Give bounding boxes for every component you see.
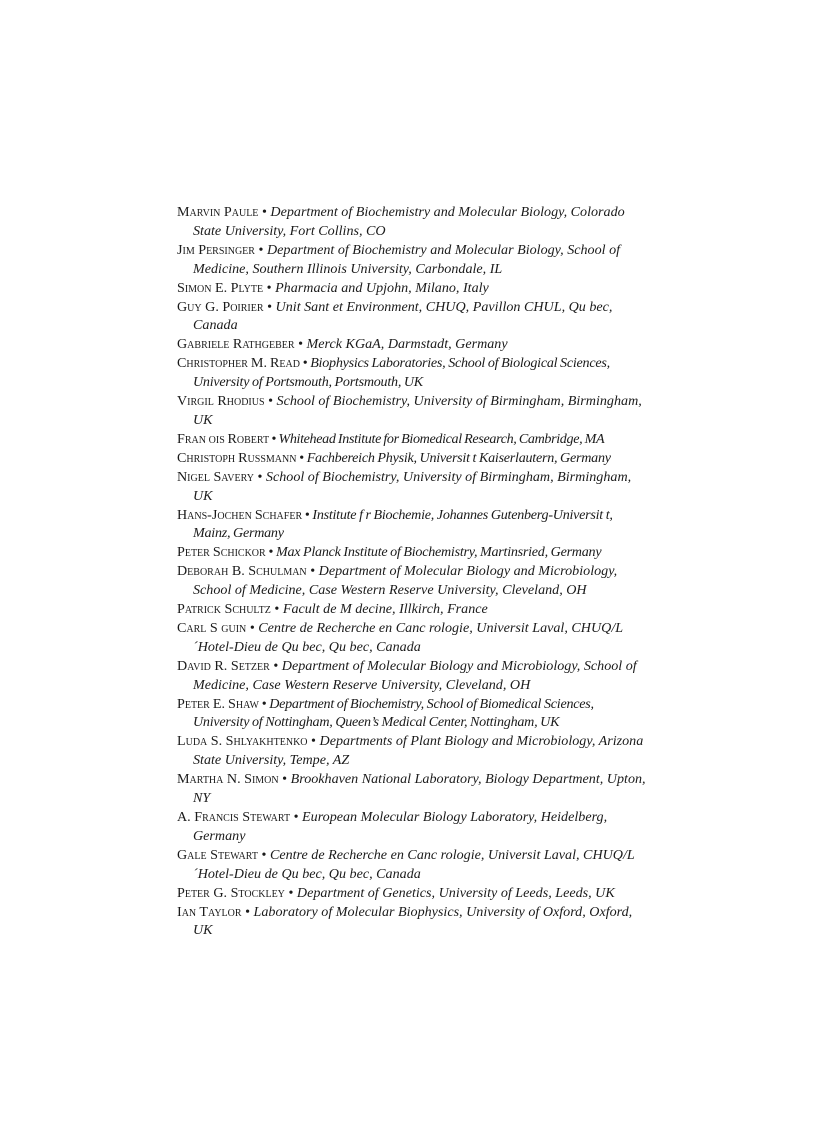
bullet-separator: • bbox=[311, 733, 316, 750]
contributor-affiliation: Department of Molecular Biology and Microbiology, School of Medicine, Case Western Reserve University, Cleveland, OH bbox=[193, 563, 618, 599]
bullet-separator: • bbox=[268, 544, 274, 561]
contributor-name: Deborah B. Schulman bbox=[177, 563, 307, 580]
bullet-separator: • bbox=[310, 563, 316, 580]
contributor-affiliation: Department of Molecular Biology and Microbiology, School of Medicine, Case Western Reserve University, Cleveland, OH bbox=[193, 657, 637, 693]
bullet-separator: • bbox=[273, 657, 279, 674]
contributor-entry bbox=[177, 562, 647, 600]
contributor-entry bbox=[177, 241, 647, 279]
contributor-affiliation: Department of Biochemistry, School of Biomedical Sciences, University of Nottingham, Queen’s Medical Center, Nottingham, UK bbox=[193, 695, 594, 731]
bullet-separator: • bbox=[245, 903, 251, 920]
contributor-name: Martha N. Simon bbox=[177, 771, 279, 788]
contributor-name: Luda S. Shlyakhtenko bbox=[177, 733, 308, 750]
bullet-separator: • bbox=[302, 355, 308, 372]
contributor-entry bbox=[177, 468, 647, 506]
contributor-entry bbox=[177, 506, 647, 544]
contributor-affiliation: Biophysics Laboratories, School of Biological Sciences, University of Portsmouth, Portsmouth, UK bbox=[193, 355, 610, 391]
bullet-separator: • bbox=[288, 884, 294, 901]
contributor-affiliation: School of Biochemistry, University of Birmingham, Birmingham, UK bbox=[193, 468, 632, 504]
contributor-entry bbox=[177, 449, 647, 468]
contributor-affiliation: Fachbereich Physik, Universit t Kaiserlautern, Germany bbox=[306, 449, 611, 466]
contributor-entry bbox=[177, 619, 647, 657]
bullet-separator: • bbox=[267, 298, 273, 315]
contributor-entry bbox=[177, 846, 647, 884]
contributor-name: Peter E. Shaw bbox=[177, 695, 259, 712]
contributor-name: Christopher M. Read bbox=[177, 355, 300, 372]
contributor-affiliation: Laboratory of Molecular Biophysics, University of Oxford, Oxford, UK bbox=[193, 903, 633, 939]
contributor-name: Christoph Russmann bbox=[177, 449, 297, 466]
bullet-separator: • bbox=[257, 468, 263, 485]
contributor-entry bbox=[177, 543, 647, 562]
contributor-entry bbox=[177, 600, 647, 619]
contributor-name: Peter Schickor bbox=[177, 544, 266, 561]
bullet-separator: • bbox=[274, 601, 280, 618]
contributor-affiliation: Department of Biochemistry and Molecular Biology, School of Medicine, Southern Illinois University, Carbondale, IL bbox=[193, 241, 621, 277]
bullet-separator: • bbox=[261, 204, 267, 220]
contributor-affiliation: Department of Genetics, University of Leeds, Leeds, UK bbox=[296, 884, 615, 901]
contributor-entry bbox=[177, 808, 647, 846]
contributor-entry bbox=[177, 695, 647, 733]
contributor-name: Nigel Savery bbox=[177, 468, 254, 485]
contributor-entry bbox=[177, 279, 647, 298]
contributor-affiliation: Centre de Recherche en Canc rologie, Universit Laval, CHUQ/L´Hotel-Dieu de Qu bec, Qu bec, Canada bbox=[193, 846, 635, 882]
contributor-entry bbox=[177, 770, 647, 808]
contributor-name: Carl S guin bbox=[177, 619, 247, 636]
contributor-entry bbox=[177, 884, 647, 903]
contributor-affiliation: European Molecular Biology Laboratory, Heidelberg, Germany bbox=[193, 809, 608, 844]
contributor-name: David R. Setzer bbox=[177, 657, 270, 674]
contributor-name: Simon E. Plyte bbox=[177, 279, 264, 296]
contributor-affiliation: Whitehead Institute for Biomedical Research, Cambridge, MA bbox=[278, 430, 605, 447]
contributor-affiliation: Max Planck Institute of Biochemistry, Martinsried, Germany bbox=[275, 544, 602, 561]
bullet-separator: • bbox=[258, 241, 264, 258]
contributor-name: Peter G. Stockley bbox=[177, 884, 285, 901]
contributor-affiliation: Institute f r Biochemie, Johannes Gutenberg-Universit t, Mainz, Germany bbox=[193, 506, 613, 542]
contributor-affiliation: Departments of Plant Biology and Microbiology, Arizona State University, Tempe, AZ bbox=[193, 733, 644, 769]
contributor-affiliation: Brookhaven National Laboratory, Biology Department, Upton, NY bbox=[193, 771, 646, 807]
bullet-separator: • bbox=[293, 809, 299, 825]
bullet-separator: • bbox=[261, 695, 267, 712]
contributor-entry bbox=[177, 298, 647, 336]
contributor-affiliation: School of Biochemistry, University of Birmingham, Birmingham, UK bbox=[193, 393, 642, 428]
contributor-name: Gale Stewart bbox=[177, 846, 258, 863]
contributor-entry bbox=[177, 903, 647, 941]
bullet-separator: • bbox=[268, 393, 274, 410]
contributor-affiliation: Pharmacia and Upjohn, Milano, Italy bbox=[275, 279, 489, 296]
contributor-name: Jim Persinger bbox=[177, 241, 255, 258]
contributor-name: A. Francis Stewart bbox=[177, 809, 291, 825]
bullet-separator: • bbox=[266, 279, 272, 296]
contributor-name: Hans-Jochen Schafer bbox=[177, 506, 303, 523]
bullet-separator: • bbox=[261, 846, 267, 863]
contributor-name: Guy G. Poirier bbox=[177, 298, 264, 315]
contributor-name: Fran ois Robert bbox=[177, 430, 270, 447]
contributor-name: Patrick Schultz bbox=[177, 601, 271, 618]
contributor-name: Virgil Rhodius bbox=[177, 393, 265, 410]
contributor-entry bbox=[177, 732, 647, 770]
bullet-separator: • bbox=[271, 430, 277, 447]
contributor-name: Marvin Paule bbox=[177, 204, 259, 220]
bullet-separator: • bbox=[282, 771, 288, 788]
contributor-affiliation: Merck KGaA, Darmstadt, Germany bbox=[306, 336, 508, 353]
bullet-separator: • bbox=[304, 506, 310, 523]
contributor-entry bbox=[177, 657, 647, 695]
contributor-name: Ian Taylor bbox=[177, 903, 242, 920]
bullet-separator: • bbox=[249, 619, 255, 636]
contributor-entry bbox=[177, 392, 647, 430]
contributor-entry bbox=[177, 354, 647, 392]
contributor-entry bbox=[177, 203, 647, 241]
bullet-separator: • bbox=[298, 336, 304, 353]
contributor-entry bbox=[177, 430, 647, 449]
contributor-affiliation: Facult de M decine, Illkirch, France bbox=[282, 601, 488, 618]
contributor-affiliation: Centre de Recherche en Canc rologie, Universit Laval, CHUQ/L´Hotel-Dieu de Qu bec, Qu bec, Canada bbox=[193, 619, 624, 655]
bullet-separator: • bbox=[299, 449, 304, 466]
contributor-name: Gabriele Rathgeber bbox=[177, 336, 295, 353]
contributor-list bbox=[177, 203, 647, 940]
contributor-affiliation: Unit Sant et Environment, CHUQ, Pavillon CHUL, Qu bec, Canada bbox=[193, 298, 613, 334]
contributor-entry bbox=[177, 335, 647, 354]
contributor-affiliation: Department of Biochemistry and Molecular Biology, Colorado State University, Fort Collins, CO bbox=[193, 204, 625, 239]
